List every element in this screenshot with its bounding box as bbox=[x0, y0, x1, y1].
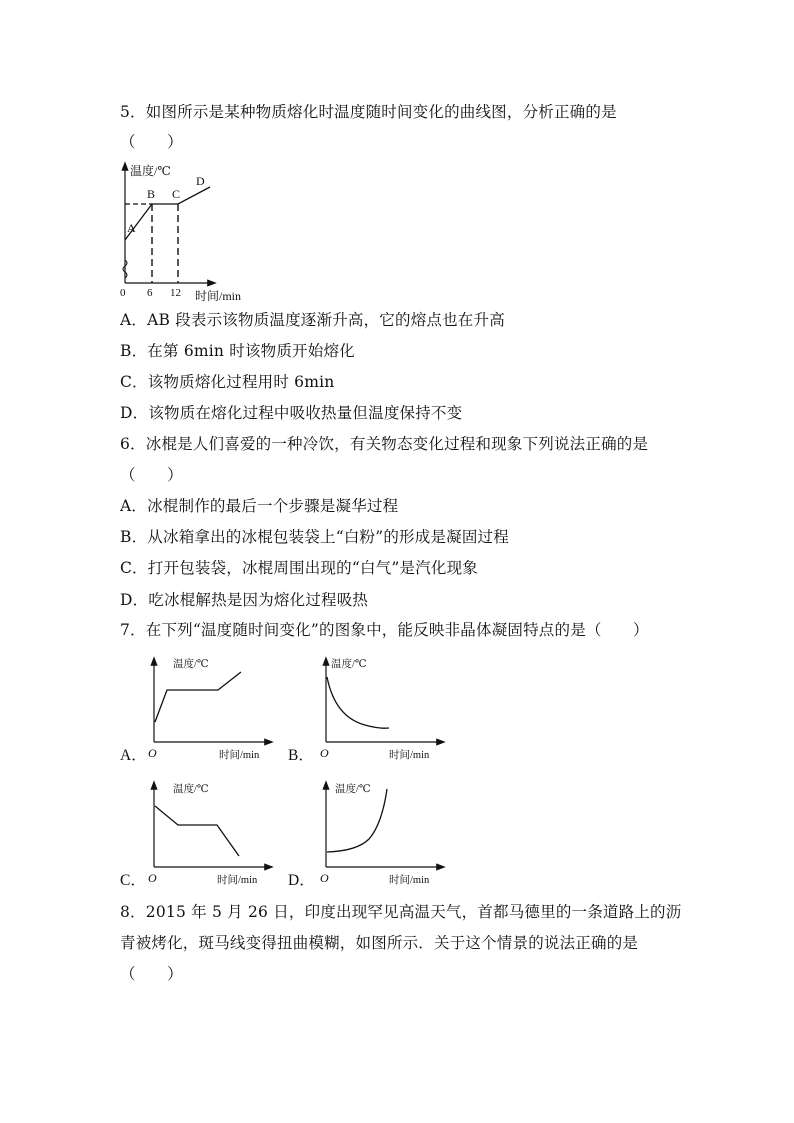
q7d-y-label: 温度/℃ bbox=[335, 784, 371, 795]
q5-x-label: 时间/min bbox=[195, 289, 242, 303]
q6-option-d: D．吃冰棍解热是因为熔化过程吸热 bbox=[120, 591, 369, 609]
q7c-x-label: 时间/min bbox=[217, 875, 258, 886]
q5-origin: 0 bbox=[120, 287, 126, 299]
q5-point-b: B bbox=[147, 187, 156, 201]
q5-stem-line1: 5．如图所示是某种物质熔化时温度随时间变化的曲线图，分析正确的是 bbox=[120, 103, 617, 121]
q7-label-d: D． bbox=[288, 872, 315, 889]
q7c-curve bbox=[155, 806, 239, 856]
q7b-curve bbox=[327, 677, 389, 728]
q8-stem-line1: 8．2015 年 5 月 26 日，印度出现罕见高温天气，首都马德里的一条道路上的沥 bbox=[120, 903, 682, 921]
q6-stem-line1: 6．冰棍是人们喜爱的一种冷饮，有关物态变化过程和现象下列说法正确的是 bbox=[120, 435, 649, 453]
q7-label-a: A． bbox=[120, 747, 147, 764]
q7-graph-c bbox=[145, 779, 275, 889]
q5-tick-6: 6 bbox=[147, 287, 153, 299]
q5-tick-12: 12 bbox=[170, 287, 181, 299]
q7b-x-label: 时间/min bbox=[389, 750, 430, 761]
q7a-x-label: 时间/min bbox=[219, 750, 260, 761]
q5-option-c: C．该物质熔化过程用时 6min bbox=[120, 373, 335, 391]
q7a-curve bbox=[155, 672, 241, 722]
q7a-y-label: 温度/℃ bbox=[173, 659, 209, 670]
q7d-origin: O bbox=[320, 871, 329, 885]
q7-graph-a bbox=[145, 655, 275, 765]
q6-stem-line2: （ ） bbox=[120, 466, 183, 484]
q7c-y-label: 温度/℃ bbox=[173, 784, 209, 795]
q7b-origin: O bbox=[320, 746, 329, 760]
q5-option-b: B．在第 6min 时该物质开始熔化 bbox=[120, 342, 355, 360]
q6-option-a: A．冰棍制作的最后一个步骤是凝华过程 bbox=[120, 497, 399, 515]
q5-melting-graph bbox=[112, 160, 262, 305]
q6-option-b: B．从冰箱拿出的冰棍包装袋上“白粉”的形成是凝固过程 bbox=[120, 528, 509, 546]
q5-stem-line2: （ ） bbox=[120, 133, 183, 151]
q7d-x-label: 时间/min bbox=[389, 875, 430, 886]
q8-stem-line3: （ ） bbox=[120, 965, 183, 983]
q6-option-c: C．打开包装袋，冰棍周围出现的“白气”是汽化现象 bbox=[120, 559, 479, 577]
q7-label-c: C． bbox=[120, 872, 146, 889]
q5-y-label: 温度/℃ bbox=[130, 164, 171, 178]
q7c-origin: O bbox=[148, 871, 157, 885]
q7-label-b: B． bbox=[288, 747, 314, 764]
q7b-y-label: 温度/℃ bbox=[331, 659, 367, 670]
q5-point-c: C bbox=[172, 187, 181, 201]
q7-graph-d bbox=[317, 779, 447, 889]
q5-point-d: D bbox=[196, 174, 205, 188]
q7-graph-b bbox=[317, 655, 447, 765]
q5-option-d: D．该物质在熔化过程中吸收热量但温度保持不变 bbox=[120, 404, 463, 422]
q5-option-a: A．AB 段表示该物质温度逐渐升高，它的熔点也在升高 bbox=[120, 311, 505, 329]
q5-point-a: A bbox=[127, 221, 136, 235]
q5-curve bbox=[125, 187, 210, 240]
q7-stem: 7．在下列“温度随时间变化”的图象中，能反映非晶体凝固特点的是（ ） bbox=[120, 621, 649, 639]
q7a-origin: O bbox=[148, 746, 157, 760]
q7d-curve bbox=[327, 789, 387, 852]
q8-stem-line2: 青被烤化，斑马线变得扭曲模糊，如图所示．关于这个情景的说法正确的是 bbox=[120, 934, 639, 952]
